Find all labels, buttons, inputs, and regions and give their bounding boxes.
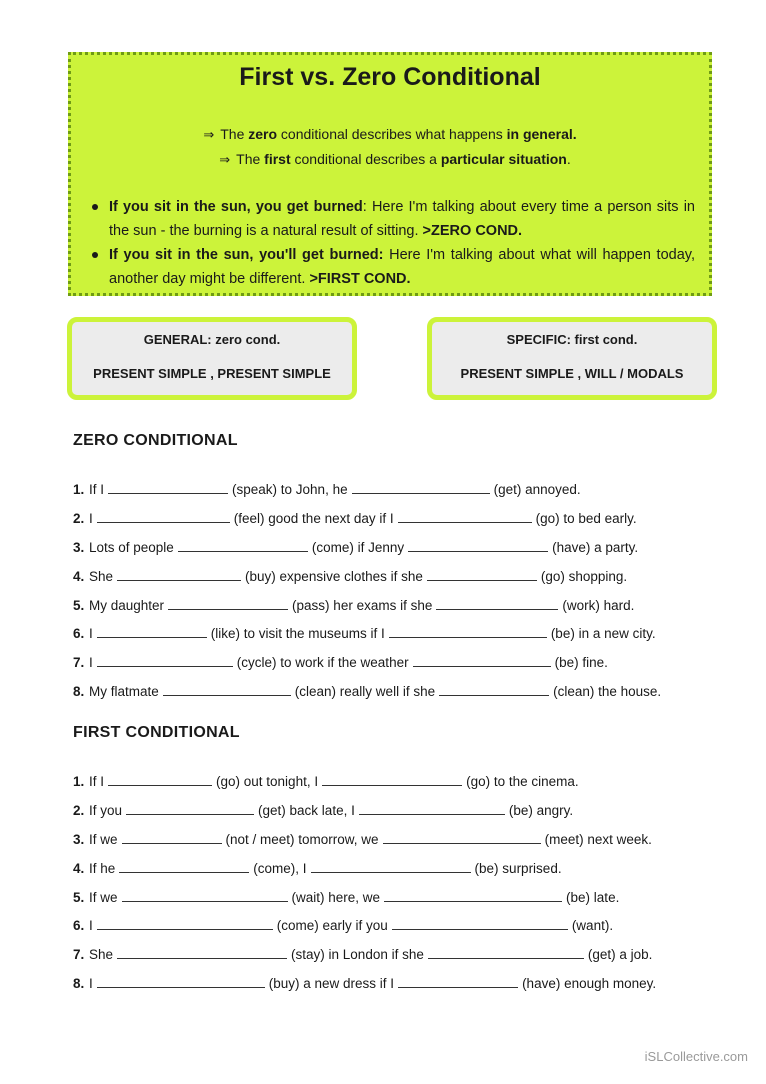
first-exercise-1: 1. If I (go) out tonight, I (go) to the cinema. <box>73 774 579 789</box>
answer-blank[interactable] <box>408 539 548 552</box>
answer-blank[interactable] <box>384 889 562 902</box>
answer-blank[interactable] <box>163 683 291 696</box>
answer-blank[interactable] <box>117 946 287 959</box>
answer-blank[interactable] <box>97 917 273 930</box>
zero-exercise-5: 5. My daughter (pass) her exams if she (work) hard. <box>73 598 635 613</box>
zero-exercise-6: 6. I (like) to visit the museums if I (be) in a new city. <box>73 626 656 641</box>
first-principle: ⇒ The first conditional describes a particular situation. <box>219 151 571 168</box>
answer-blank[interactable] <box>97 510 230 523</box>
answer-blank[interactable] <box>126 802 254 815</box>
first-exercise-6: 6. I (come) early if you (want). <box>73 918 614 933</box>
answer-blank[interactable] <box>392 917 568 930</box>
first-exercise-3: 3. If we (not / meet) tomorrow, we (meet) next week. <box>73 832 652 847</box>
implies-arrow-icon: ⇒ <box>203 128 215 143</box>
zero-exercise-2: 2. I (feel) good the next day if I (go) to bed early. <box>73 511 637 526</box>
zero-principle: ⇒ The zero conditional describes what happens in general. <box>203 126 577 143</box>
zero-section-title: ZERO CONDITIONAL <box>73 432 238 449</box>
answer-blank[interactable] <box>427 568 537 581</box>
first-exercise-8: 8. I (buy) a new dress if I (have) enough money. <box>73 976 657 991</box>
specific-rule-box <box>427 317 717 400</box>
answer-blank[interactable] <box>119 860 249 873</box>
answer-blank[interactable] <box>178 539 308 552</box>
first-exercise-5: 5. If we (wait) here, we (be) late. <box>73 890 620 905</box>
answer-blank[interactable] <box>413 654 551 667</box>
answer-blank[interactable] <box>383 831 541 844</box>
zero-exercise-1: 1. If I (speak) to John, he (get) annoyed. <box>73 482 581 497</box>
answer-blank[interactable] <box>436 597 558 610</box>
zero-exercise-7: 7. I (cycle) to work if the weather (be) fine. <box>73 655 608 670</box>
answer-blank[interactable] <box>97 975 265 988</box>
answer-blank[interactable] <box>108 481 228 494</box>
site-watermark: iSLCollective.com <box>644 1049 748 1064</box>
first-exercise-7: 7. She (stay) in London if she (get) a job. <box>73 947 653 962</box>
zero-exercise-4: 4. She (buy) expensive clothes if she (go) shopping. <box>73 569 628 584</box>
intro-box <box>68 52 712 296</box>
answer-blank[interactable] <box>389 625 547 638</box>
zero-exercise-3: 3. Lots of people (come) if Jenny (have) a party. <box>73 540 639 555</box>
answer-blank[interactable] <box>311 860 471 873</box>
answer-blank[interactable] <box>359 802 505 815</box>
general-rule-box <box>67 317 357 400</box>
first-section-title: FIRST CONDITIONAL <box>73 724 240 741</box>
zero-exercise-8: 8. My flatmate (clean) really well if she (clean) the house. <box>73 684 662 699</box>
answer-blank[interactable] <box>428 946 584 959</box>
implies-arrow-icon: ⇒ <box>219 153 231 168</box>
answer-blank[interactable] <box>168 597 288 610</box>
answer-blank[interactable] <box>352 481 490 494</box>
zero-example: If you sit in the sun, you get burned: Here I'm talking about every time a person sits in the sun - the burning is a natural result of sitting. >ZERO COND. <box>87 195 695 243</box>
answer-blank[interactable] <box>122 831 222 844</box>
answer-blank[interactable] <box>117 568 241 581</box>
general-heading: GENERAL: zero cond. <box>143 332 281 347</box>
first-exercise-2: 2. If you (get) back late, I (be) angry. <box>73 803 574 818</box>
page-title: First vs. Zero Conditional <box>239 63 541 91</box>
specific-heading: SPECIFIC: first cond. <box>506 332 638 347</box>
answer-blank[interactable] <box>322 773 462 786</box>
answer-blank[interactable] <box>122 889 288 902</box>
specific-formula: PRESENT SIMPLE , WILL / MODALS <box>460 366 684 381</box>
answer-blank[interactable] <box>108 773 212 786</box>
answer-blank[interactable] <box>398 510 532 523</box>
first-example: If you sit in the sun, you'll get burned: Here I'm talking about what will happen today, another day might be different. >FIRST COND. <box>87 243 695 291</box>
answer-blank[interactable] <box>439 683 549 696</box>
first-exercise-4: 4. If he (come), I (be) surprised. <box>73 861 562 876</box>
answer-blank[interactable] <box>398 975 518 988</box>
answer-blank[interactable] <box>97 625 207 638</box>
example-list <box>87 195 695 291</box>
answer-blank[interactable] <box>97 654 233 667</box>
general-formula: PRESENT SIMPLE , PRESENT SIMPLE <box>93 366 331 381</box>
